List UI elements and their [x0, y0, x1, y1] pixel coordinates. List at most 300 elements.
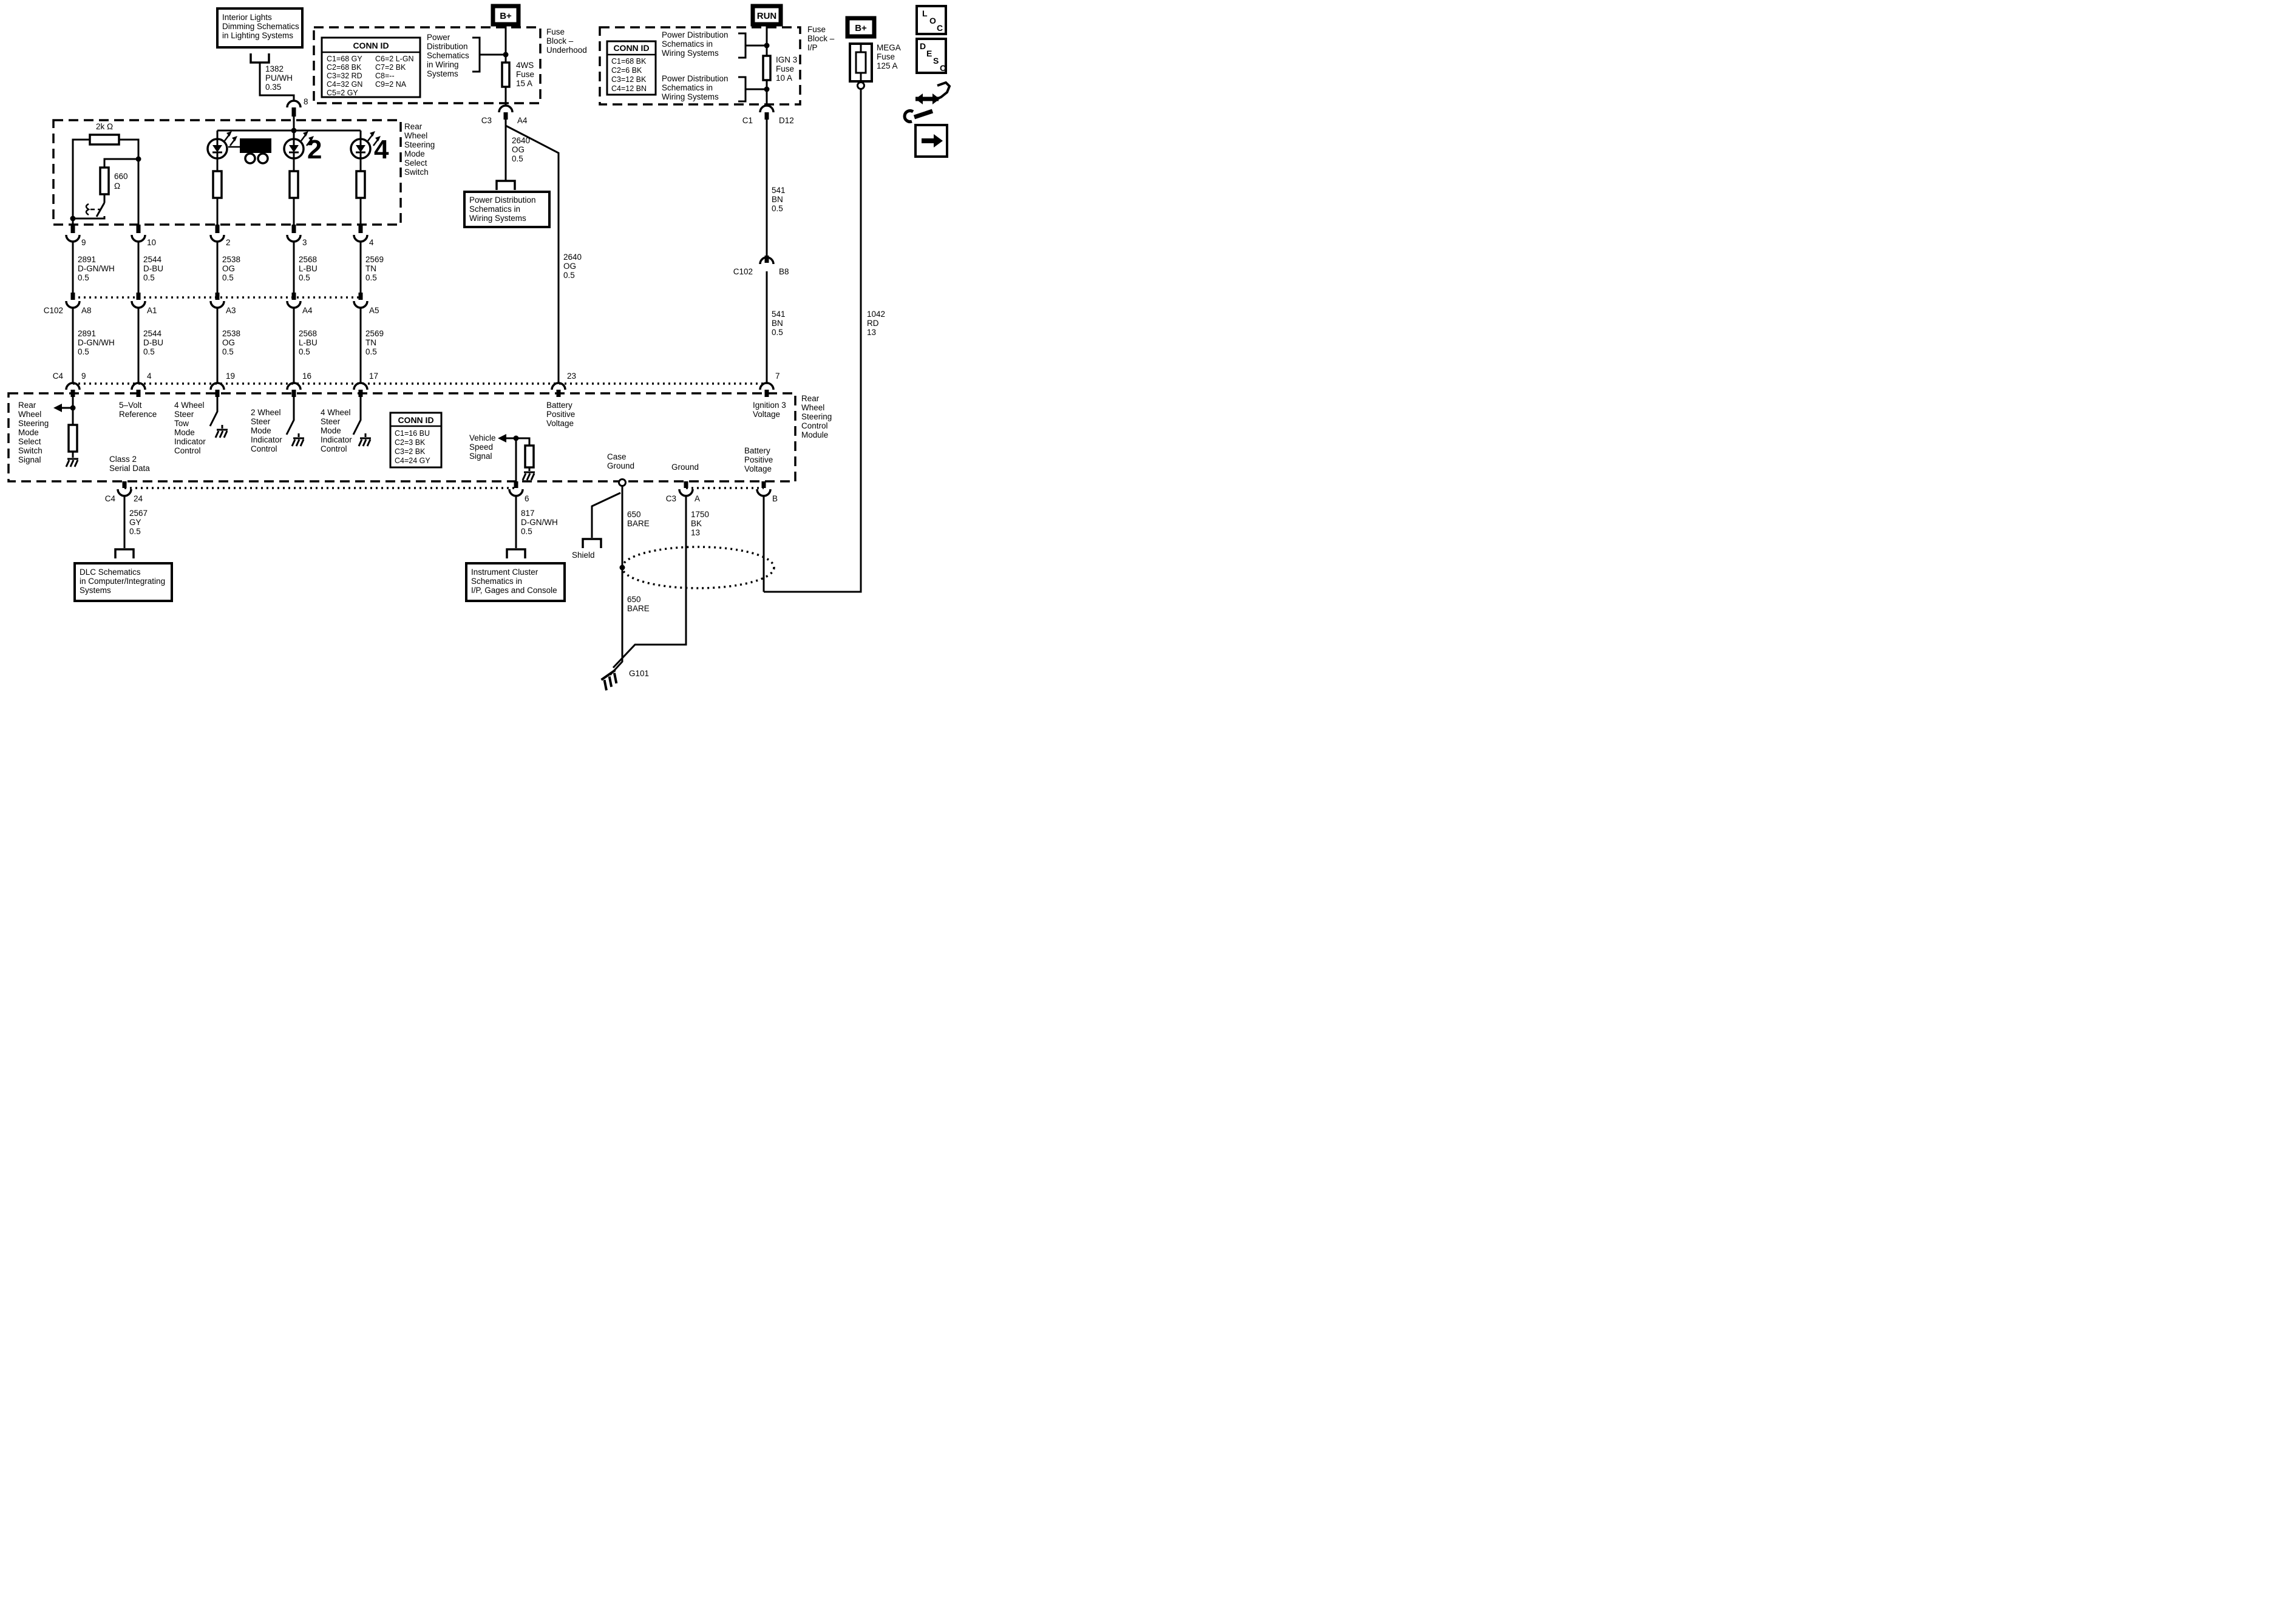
- pin-label: A1: [147, 306, 157, 315]
- fb-ip-line: I/P: [807, 43, 818, 52]
- conn-id-row: C9=2 NA: [375, 80, 407, 89]
- reference-bracket-icon: [738, 77, 746, 101]
- wire-label: 0.5: [222, 273, 234, 282]
- conn-id-title: CONN ID: [398, 415, 434, 425]
- loc-letter: C: [937, 23, 943, 33]
- pin-connector-icon: [66, 301, 80, 308]
- pin-a4-label: A4: [517, 116, 528, 125]
- resistor-2k-icon: [90, 135, 119, 144]
- driver-switch-icon: [353, 397, 361, 435]
- wire-2640a-color: OG: [512, 145, 525, 154]
- pin-label: 2: [226, 238, 231, 247]
- pd-under-line: in Wiring: [427, 60, 459, 69]
- pin-connector-icon: [287, 301, 301, 308]
- led-4-numeral: 4: [374, 135, 389, 164]
- resistor-660-icon: [100, 168, 109, 194]
- legend-icons: [905, 6, 949, 157]
- wire-541a-gauge: 0.5: [772, 204, 783, 213]
- wire-label: 0.5: [78, 347, 89, 356]
- pd-under-line: Systems: [427, 69, 458, 78]
- led-2-numeral: 2: [307, 135, 322, 164]
- wire-1750-color: BK: [691, 519, 702, 528]
- vss-line: Signal: [469, 452, 492, 461]
- connector-c102-label: C102: [43, 306, 63, 315]
- ground-label: Ground: [671, 463, 699, 472]
- wire-label: 0.5: [299, 347, 310, 356]
- pin-8-label: 8: [304, 97, 308, 106]
- conn-id-row: C3=32 RD: [327, 72, 362, 80]
- pin-connector-icon: [354, 383, 367, 390]
- wire-1750-circuit: 1750: [691, 510, 710, 519]
- wire-817-color: D-GN/WH: [521, 518, 558, 527]
- interior-lights-line: Interior Lights: [222, 13, 272, 22]
- two-line: Control: [251, 444, 277, 453]
- junction-dot: [136, 157, 141, 162]
- wire-1042-color: RD: [867, 319, 879, 328]
- sig-line: Select: [18, 437, 41, 446]
- c102-connector-row: [44, 293, 384, 383]
- four-line: Mode: [321, 426, 341, 435]
- offpage-connector-icon: [507, 549, 525, 558]
- wire-label: 0.5: [365, 273, 377, 282]
- tow-line: Indicator: [174, 437, 206, 446]
- shield-loop-icon: [622, 547, 774, 588]
- ground-icon: [216, 430, 228, 438]
- ign3-line: Voltage: [753, 410, 781, 419]
- ground-wires: [572, 486, 774, 690]
- pin-label: 17: [369, 371, 379, 381]
- actuator-brace-icon: [86, 204, 89, 215]
- battB-line: Positive: [744, 455, 773, 464]
- pin-connector-icon: [211, 383, 224, 390]
- loc-letter: O: [929, 16, 936, 25]
- pin-b8-label: B8: [779, 267, 789, 276]
- wire-label: 0.5: [143, 273, 155, 282]
- driver-switch-icon: [287, 397, 294, 435]
- class2-line: Class 2: [109, 455, 137, 464]
- mega-fuse-line: 125 A: [877, 61, 898, 70]
- pd-under-line: Distribution: [427, 42, 468, 51]
- desc-letter: C: [940, 63, 946, 73]
- ip-fuse-block: [600, 6, 835, 125]
- conn-id-row: C8=--: [375, 72, 395, 80]
- conn-id-title: CONN ID: [613, 43, 650, 53]
- pin-connector-icon: [118, 489, 131, 496]
- resistor-660-unit: Ω: [114, 181, 121, 191]
- pin-label: A3: [226, 306, 236, 315]
- wire-650b-color: BARE: [627, 604, 650, 613]
- cluster-line: Instrument Cluster: [471, 568, 538, 577]
- conn-id-row: C7=2 BK: [375, 63, 406, 72]
- vss-resistor-icon: [525, 446, 534, 467]
- battB-line: Battery: [744, 446, 770, 455]
- wire-1750-gauge: 13: [691, 528, 701, 537]
- wire-label: L-BU: [299, 338, 318, 347]
- wiring-diagram: [0, 0, 951, 678]
- pd-ip2-line: Power Distribution: [662, 74, 729, 83]
- pin-d12-label: D12: [779, 116, 794, 125]
- pin-label: 4: [369, 238, 374, 247]
- junction-dot: [70, 216, 76, 222]
- wire-label: 2891: [78, 255, 97, 264]
- cluster-line: I/P, Gages and Console: [471, 586, 557, 595]
- wire-1382-circuit: 1382: [265, 64, 284, 73]
- bplus-label: B+: [500, 11, 512, 21]
- conn-id-row: C4=32 GN: [327, 80, 363, 89]
- pin-connector-icon: [211, 235, 224, 242]
- tow-mode-led-icon: [208, 131, 237, 158]
- wire-541b-color: BN: [772, 319, 783, 328]
- pin-8-connector-icon: [287, 101, 301, 107]
- led-resistor-icon: [290, 171, 298, 198]
- pin-connector-icon: [66, 235, 80, 242]
- conn-id-row: C4=24 GY: [395, 456, 430, 465]
- wire-label: D-BU: [143, 338, 163, 347]
- wire-label: 2568: [299, 255, 318, 264]
- steering-control-module: [8, 393, 832, 481]
- pd-ip1-line: Wiring Systems: [662, 49, 719, 58]
- switch-pin-row: [66, 225, 384, 293]
- module-name-line: Steering: [801, 412, 832, 421]
- tow-line: Steer: [174, 410, 194, 419]
- wiring-diagram-page: [0, 0, 951, 678]
- vss-line: Vehicle: [469, 433, 496, 442]
- dlc-line: in Computer/Integrating: [80, 577, 166, 586]
- offpage-connector-icon: [115, 549, 134, 558]
- dlc-line: Systems: [80, 586, 111, 595]
- conn-id-row: C2=68 BK: [327, 63, 362, 72]
- wire-label: D-BU: [143, 264, 163, 273]
- fuse-4ws-line: Fuse: [516, 70, 535, 79]
- pin-7-label: 7: [775, 371, 780, 381]
- switch-label-line: Steering: [404, 140, 435, 149]
- junction-dot: [514, 436, 519, 441]
- g101-label: G101: [629, 669, 650, 678]
- junction-dot: [620, 565, 625, 571]
- wire-label: 2891: [78, 329, 97, 338]
- wire-2567-circuit: 2567: [129, 509, 148, 518]
- tow-line: Control: [174, 446, 201, 455]
- wire-650a-color: BARE: [627, 519, 650, 528]
- wire-label: 2568: [299, 329, 318, 338]
- batt23-line: Positive: [546, 410, 576, 419]
- wire-label: 0.5: [222, 347, 234, 356]
- pin-connector-icon: [757, 489, 770, 496]
- module-name-line: Module: [801, 430, 829, 439]
- trailer-icon: [228, 138, 271, 163]
- conn-id-row: C3=12 BK: [611, 75, 647, 84]
- wire-label: TN: [365, 264, 376, 273]
- class2-wire: [75, 496, 172, 601]
- wire-label: 2544: [143, 255, 162, 264]
- connector-c1-label: C1: [742, 116, 753, 125]
- wire-817-gauge: 0.5: [521, 527, 532, 536]
- pin-connector-icon: [287, 235, 301, 242]
- pin-label: 4: [147, 371, 152, 381]
- conn-id-row: C4=12 BN: [611, 84, 647, 93]
- wire-label: L-BU: [299, 264, 318, 273]
- pin-connector-icon: [760, 383, 773, 390]
- g101-ground-icon: [600, 670, 622, 690]
- ign3-line: Ignition 3: [753, 401, 786, 410]
- switch-label-line: Wheel: [404, 131, 428, 140]
- pin-connector-icon: [679, 489, 693, 496]
- wire-817-circuit: 817: [521, 509, 535, 518]
- mega-fuse-line: Fuse: [877, 52, 895, 61]
- pin-connector-icon: [552, 383, 565, 390]
- two-line: Steer: [251, 417, 271, 426]
- wire-label: 2538: [222, 255, 241, 264]
- ref5v-line: Reference: [119, 410, 157, 419]
- fb-ip-line: Fuse: [807, 25, 826, 34]
- run-label: RUN: [756, 11, 777, 21]
- conn-id-row: C2=6 BK: [611, 66, 642, 75]
- wire-label: 0.5: [78, 273, 89, 282]
- fuse-ign3-line: Fuse: [776, 64, 795, 73]
- wire-2567-color: GY: [129, 518, 141, 527]
- pin-connector-icon: [354, 301, 367, 308]
- signal-arrow-icon: [498, 434, 506, 442]
- fuse-4ws-icon: [502, 63, 509, 87]
- reference-bracket-icon: [472, 38, 480, 72]
- module-name-line: Control: [801, 421, 828, 430]
- four-line: 4 Wheel: [321, 408, 351, 417]
- two-line: Mode: [251, 426, 271, 435]
- conn-id-row: C1=16 BU: [395, 429, 430, 438]
- conn-id-row: C1=68 BK: [611, 57, 647, 66]
- battery-feed-wires: [464, 120, 582, 383]
- interior-lights-reference: [217, 8, 308, 117]
- reference-bracket-icon: [738, 33, 746, 58]
- pd-under-line: Power: [427, 33, 450, 42]
- ground-icon: [66, 459, 78, 467]
- pd-ip2-line: Wiring Systems: [662, 92, 719, 101]
- wrench-hand-icon: [905, 83, 949, 122]
- wire-2640a-gauge: 0.5: [512, 154, 523, 163]
- ignition-wire: [733, 120, 789, 383]
- pin-connector-icon: [354, 235, 367, 242]
- vss-line: Speed: [469, 442, 494, 452]
- mode-select-switch: [53, 117, 435, 225]
- wire-label: 0.5: [299, 273, 310, 282]
- pd-ip2-line: Schematics in: [662, 83, 713, 92]
- ground-icon: [292, 438, 304, 446]
- wire-label: 0.5: [143, 347, 155, 356]
- cluster-line: Schematics in: [471, 577, 523, 586]
- interior-lights-line: in Lighting Systems: [222, 31, 294, 40]
- switch-label-line: Select: [404, 158, 427, 168]
- pin-b-label: B: [772, 494, 778, 503]
- pin-label: 9: [81, 371, 86, 381]
- wire-label: OG: [222, 264, 236, 273]
- resistor-2k-label: 2k Ω: [96, 122, 114, 131]
- fuse-ign3-line: 10 A: [776, 73, 793, 83]
- led-resistor-icon: [213, 171, 222, 198]
- case-ground-line: Ground: [607, 461, 635, 470]
- module-name-line: Rear: [801, 394, 820, 403]
- conn-id-row: C6=2 L-GN: [375, 55, 414, 63]
- wire-1042-gauge: 13: [867, 328, 877, 337]
- shield-label: Shield: [572, 551, 595, 560]
- bplus-label: B+: [855, 23, 867, 33]
- desc-letter: E: [926, 49, 932, 58]
- desc-icon: [917, 39, 946, 73]
- batt23-line: Battery: [546, 401, 572, 410]
- wire-label: OG: [222, 338, 236, 347]
- case-ground-terminal-icon: [619, 480, 626, 486]
- offpage-connector-icon: [497, 181, 515, 190]
- vss-wire: [466, 496, 565, 601]
- wire-2640b-circuit: 2640: [563, 253, 582, 262]
- wire-label: 2569: [365, 329, 384, 338]
- pin-6-label: 6: [525, 494, 529, 503]
- pin-connector-icon: [132, 383, 145, 390]
- class2-line: Serial Data: [109, 464, 150, 473]
- two-line: Indicator: [251, 435, 282, 444]
- pd-box-line: Wiring Systems: [469, 214, 526, 223]
- pin-connector-icon: [132, 301, 145, 308]
- c1-d12-connector-icon: [760, 106, 773, 112]
- pin-connector-icon: [211, 301, 224, 308]
- connector-c3-label: C3: [481, 116, 492, 125]
- wire-2640b-gauge: 0.5: [563, 271, 575, 280]
- pd-under-line: Schematics: [427, 51, 469, 60]
- connector-c4-label: C4: [104, 494, 115, 503]
- pin-connector-icon: [509, 489, 523, 496]
- conn-id-row: C5=2 GY: [327, 89, 358, 97]
- pin-label: A4: [302, 306, 313, 315]
- interior-lights-line: Dimming Schematics: [222, 22, 299, 31]
- ground-icon: [523, 472, 535, 480]
- pd-ip1-line: Schematics in: [662, 39, 713, 49]
- switch-label-line: Rear: [404, 122, 423, 131]
- wire-1382-gauge: 0.35: [265, 83, 282, 92]
- pd-box-line: Schematics in: [469, 205, 521, 214]
- wire-label: D-GN/WH: [78, 338, 115, 347]
- four-line: Indicator: [321, 435, 352, 444]
- wire-541a-color: BN: [772, 195, 783, 204]
- two-line: 2 Wheel: [251, 408, 281, 417]
- connector-c3-label: C3: [665, 494, 676, 503]
- c3-a4-connector-icon: [499, 106, 512, 112]
- sig-line: Steering: [18, 419, 49, 428]
- sig-line: Signal: [18, 455, 41, 464]
- fb-ip-line: Block –: [807, 34, 835, 43]
- pin-connector-icon: [66, 383, 80, 390]
- switch-label-line: Switch: [404, 168, 429, 177]
- loc-icon: [917, 6, 946, 34]
- sig-line: Rear: [18, 401, 36, 410]
- conn-id-row: C2=3 BK: [395, 438, 426, 447]
- offpage-connector-icon: [251, 53, 269, 63]
- fuse-ign3-line: IGN 3: [776, 55, 798, 64]
- fb-under-line: Block –: [546, 36, 574, 46]
- sig-line: Switch: [18, 446, 42, 455]
- conn-id-title: CONN ID: [353, 41, 389, 50]
- pin-label: 3: [302, 238, 307, 247]
- battB-line: Voltage: [744, 464, 772, 473]
- junction-dot: [291, 128, 297, 134]
- desc-letter: S: [933, 56, 939, 66]
- conn-id-row: C3=2 BK: [395, 447, 426, 456]
- pin-connector-icon: [132, 235, 145, 242]
- wire-label: 2538: [222, 329, 241, 338]
- pin-connector-icon: [287, 383, 301, 390]
- wire-label: D-GN/WH: [78, 264, 115, 273]
- conn-id-row: C1=68 GY: [327, 55, 362, 63]
- pin-label: A8: [81, 306, 92, 315]
- fuse-4ws-line: 15 A: [516, 79, 533, 88]
- wire-541a-circuit: 541: [772, 186, 786, 195]
- ref5v-line: 5–Volt: [119, 401, 142, 410]
- pin-label: 16: [302, 371, 312, 381]
- wire-650a-circuit: 650: [627, 510, 641, 519]
- mega-fuse-line: MEGA: [877, 43, 901, 52]
- module-bottom-pins: [105, 480, 778, 504]
- tow-line: Mode: [174, 428, 195, 437]
- pin-label: A5: [369, 306, 379, 315]
- wire-label: 2569: [365, 255, 384, 264]
- ring-terminal-icon: [858, 83, 864, 89]
- tow-line: 4 Wheel: [174, 401, 205, 410]
- module-name-line: Wheel: [801, 403, 825, 412]
- batt23-line: Voltage: [546, 419, 574, 428]
- fb-under-line: Fuse: [546, 27, 565, 36]
- sig-line: Wheel: [18, 410, 42, 419]
- fuse-4ws-line: 4WS: [516, 61, 534, 70]
- switch-label-line: Mode: [404, 149, 425, 158]
- shield-bracket-icon: [583, 539, 601, 548]
- loc-letter: L: [922, 8, 928, 18]
- junction-dot: [70, 405, 76, 411]
- pin-label: 19: [226, 371, 236, 381]
- wire-541b-circuit: 541: [772, 310, 786, 319]
- wire-541b-gauge: 0.5: [772, 328, 783, 337]
- four-line: Control: [321, 444, 347, 453]
- pin-label: 10: [147, 238, 157, 247]
- pin-a-label: A: [695, 494, 701, 503]
- wire-2640a-circuit: 2640: [512, 136, 531, 145]
- driver-switch-icon: [210, 397, 217, 426]
- resistor-660-value: 660: [114, 172, 128, 181]
- four-line: Steer: [321, 417, 341, 426]
- wire-label: 2544: [143, 329, 162, 338]
- tow-line: Tow: [174, 419, 189, 428]
- fuse-ign3-icon: [763, 56, 770, 80]
- wire-2640b-color: OG: [563, 262, 577, 271]
- connector-c4-label: C4: [52, 371, 63, 381]
- pd-box-line: Power Distribution: [469, 195, 536, 205]
- fb-under-line: Underhood: [546, 46, 587, 55]
- next-arrow-icon: [915, 125, 947, 157]
- dlc-line: DLC Schematics: [80, 568, 141, 577]
- case-ground-line: Case: [607, 452, 627, 461]
- wire-650b-circuit: 650: [627, 595, 641, 604]
- mega-fuse-element-icon: [856, 52, 866, 73]
- pin-23-label: 23: [567, 371, 577, 381]
- led-resistor-icon: [356, 171, 365, 198]
- pin-24-label: 24: [134, 494, 143, 503]
- desc-letter: D: [920, 41, 926, 51]
- ground-icon: [359, 438, 371, 446]
- pin-label: 9: [81, 238, 86, 247]
- signal-arrow-icon: [53, 404, 62, 412]
- wire-label: 0.5: [365, 347, 377, 356]
- underhood-fuse-block: [314, 6, 587, 125]
- connector-c102-label: C102: [733, 267, 753, 276]
- wire-1042-circuit: 1042: [867, 310, 886, 319]
- wire-1382-color: PU/WH: [265, 73, 293, 83]
